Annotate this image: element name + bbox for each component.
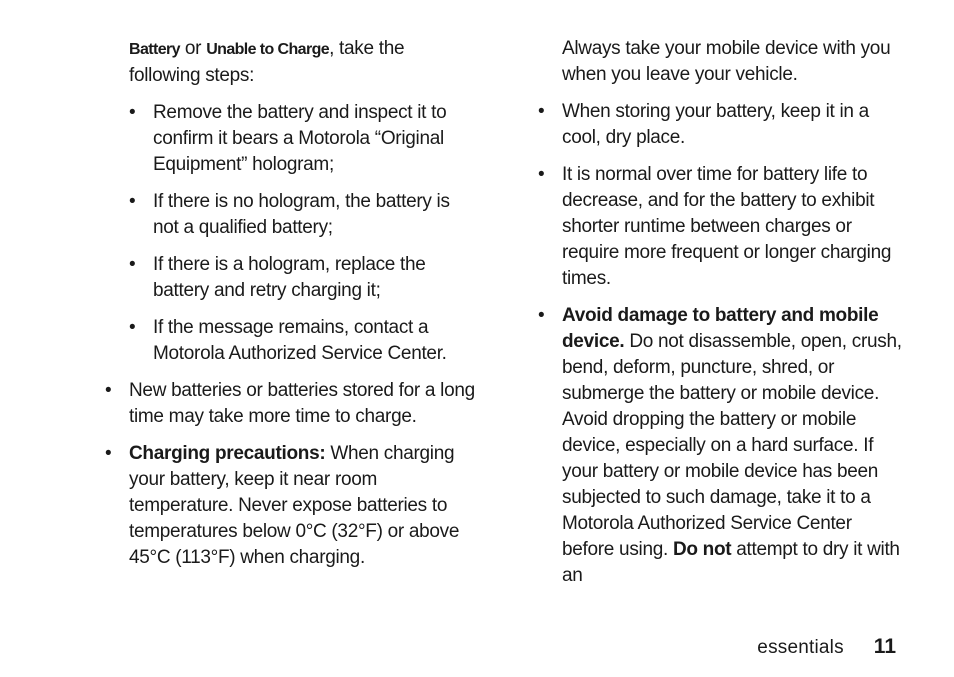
bullet-icon: • (129, 317, 136, 338)
avoid-damage-heading: Avoid damage to battery and mobile device. (562, 305, 879, 352)
bullet-icon: • (129, 254, 136, 275)
list-item: • If there is no hologram, the battery is not a qualified battery; (129, 191, 450, 238)
list-item: • Charging precautions: When charging your battery, keep it near room temperature. Never expose batteries to temperatures below 0°C (32°F) or above 45°C (113°F) when charging. (105, 443, 460, 568)
list-item: • New batteries or batteries stored for a long time may take more time to charge. (105, 380, 475, 427)
intro-paragraph: Battery or Unable to Charge, take the following steps: (129, 38, 405, 86)
list-item: • Avoid damage to battery and mobile device. Do not disassemble, open, crush, bend, deform, puncture, shred, or submerge the battery or mobile device. Avoid dropping the battery or mobile device, especially on a hard surface. If your battery or mobile device has been subjected to such damage, take it to a Motorola Authorized Service Center before using. Do not attempt to dry it with an (538, 305, 902, 586)
right-column (538, 36, 908, 600)
display-message-unable-to-charge: Unable to Charge (206, 41, 330, 58)
bullet-icon: • (105, 380, 112, 401)
display-message-battery: Battery (129, 41, 180, 58)
bullet-icon: • (129, 102, 136, 123)
section-name: essentials (757, 637, 844, 658)
bullet-icon: • (538, 305, 545, 326)
bullet-icon: • (538, 101, 545, 122)
bullet-icon: • (105, 443, 112, 464)
bullet-icon: • (129, 191, 136, 212)
list-item: • If there is a hologram, replace the battery and retry charging it; (129, 254, 426, 301)
page-footer (757, 634, 896, 661)
continuation-paragraph: Always take your mobile device with you when you leave your vehicle. (562, 38, 891, 85)
list-item: • When storing your battery, keep it in a cool, dry place. (538, 101, 869, 148)
left-column (105, 36, 475, 582)
list-item: • If the message remains, contact a Motorola Authorized Service Center. (129, 317, 447, 364)
list-item: • It is normal over time for battery life to decrease, and for the battery to exhibit shorter runtime between charges or require more frequent or longer charging times. (538, 164, 892, 289)
do-not-emphasis: Do not (672, 539, 732, 560)
bullet-icon: • (538, 164, 545, 185)
charging-precautions-heading: Charging precautions: (129, 443, 326, 464)
list-item: • Remove the battery and inspect it to confirm it bears a Motorola “Original Equipment” hologram; (129, 102, 447, 175)
page-number: 11 (873, 635, 896, 658)
